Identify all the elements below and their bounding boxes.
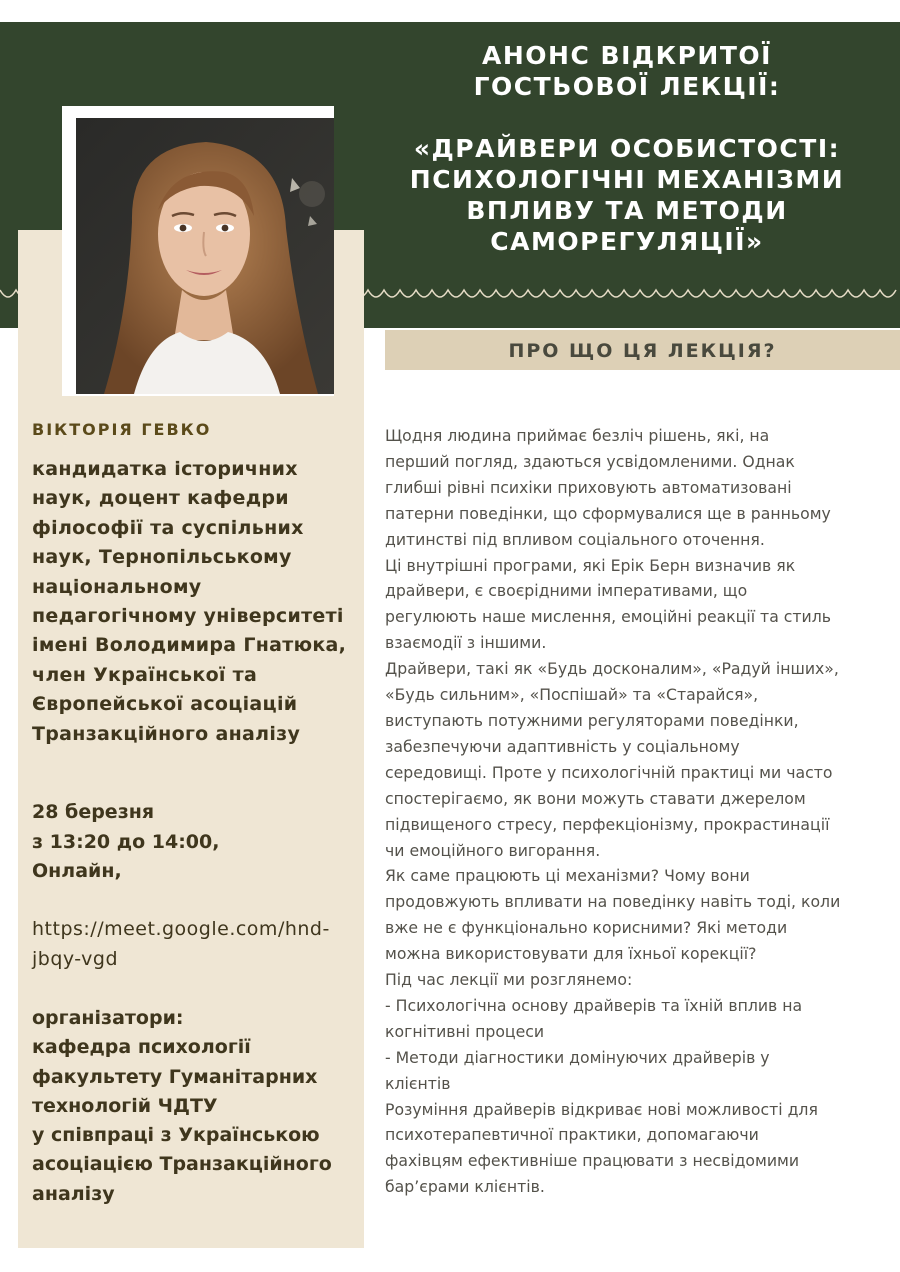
description-line: бар’єрами клієнтів. xyxy=(385,1177,545,1197)
organizer-line: у співпраці з Українською xyxy=(32,1124,320,1147)
organizers-label: організатори: xyxy=(32,1007,184,1029)
meeting-link-line[interactable]: https://meet.google.com/hnd- xyxy=(32,918,330,940)
meeting-link[interactable] xyxy=(32,915,362,974)
description-line: - Психологічна основу драйверів та їхній вплив на xyxy=(385,995,803,1015)
lecture-header xyxy=(372,40,882,257)
description-line: драйвери, є своєрідними імперативами, що xyxy=(385,581,748,601)
description-line: регулюють наше мислення, емоційні реакції та стиль xyxy=(385,607,832,627)
lecture-title-line: ПСИХОЛОГІЧНІ МЕХАНІЗМИ xyxy=(409,165,845,194)
speaker-photo xyxy=(76,118,334,394)
description-line: Розуміння драйверів відкриває нові можливості для xyxy=(385,1099,818,1119)
announcement-line: ГОСТЬОВОЇ ЛЕКЦІЇ: xyxy=(473,72,781,101)
bio-line: наук, доцент кафедри xyxy=(32,487,289,510)
bio-line: Транзакційного аналізу xyxy=(32,722,301,745)
description-line: патерни поведінки, що сформувалися ще в ранньому xyxy=(385,503,831,523)
organizer-line: кафедра психології xyxy=(32,1036,251,1059)
meeting-link-line[interactable]: jbqy-vgd xyxy=(32,947,119,970)
description-line: психотерапевтичної практики, допомагаючи xyxy=(385,1125,759,1145)
description-line: продовжують впливати на поведінку навіть тоді, коли xyxy=(385,892,841,912)
bio-line: національному xyxy=(32,575,202,598)
event-date: 28 березня xyxy=(32,801,155,823)
description-line: чи емоційного вигорання. xyxy=(385,840,601,860)
event-time: з 13:20 до 14:00, xyxy=(32,830,220,853)
bio-line: імені Володимира Гнатюка, xyxy=(32,634,347,657)
description-line: фахівцям ефективніше працювати з несвідомими xyxy=(385,1151,800,1171)
bio-line: кандидатка історичних xyxy=(32,458,298,480)
event-info xyxy=(32,798,362,887)
description-line: дитинстві під впливом соціального оточення. xyxy=(385,529,765,549)
description-line: клієнтів xyxy=(385,1073,451,1093)
description-line: Ці внутрішні програми, які Ерік Берн визначив як xyxy=(385,555,796,575)
description-line: підвищеного стресу, перфекціонізму, прокрастинації xyxy=(385,814,830,834)
description-line: виступають потужними регуляторами поведінки, xyxy=(385,710,799,730)
event-format: Онлайн, xyxy=(32,860,122,882)
organizer-line: асоціацією Транзакційного xyxy=(32,1153,332,1176)
description-line: Щодня людина приймає безліч рішень, які, на xyxy=(385,426,770,445)
description-line: «Будь сильним», «Поспішай» та «Старайся», xyxy=(385,685,759,705)
lecture-title-line: «ДРАЙВЕРИ ОСОБИСТОСТІ: xyxy=(413,134,841,163)
bio-line: педагогічному університеті xyxy=(32,605,344,628)
announcement-line: АНОНС ВІДКРИТОЇ xyxy=(482,41,772,70)
bio-line: філософії та суспільних xyxy=(32,516,304,539)
description-line: Драйвери, такі як «Будь досконалим», «Радуй інших», xyxy=(385,659,839,679)
organizers-block xyxy=(32,1004,362,1209)
description-line: спостерігаємо, як вони можуть ставати джерелом xyxy=(385,788,806,808)
bio-line: наук, Тернопільському xyxy=(32,546,292,569)
organizer-line: аналізу xyxy=(32,1182,115,1205)
lecture-title-line: ВПЛИВУ ТА МЕТОДИ xyxy=(466,196,788,225)
description-line: - Методи діагностики домінуючих драйверів у xyxy=(385,1047,770,1067)
organizer-line: технологій ЧДТУ xyxy=(32,1094,218,1117)
description-line: забезпечуючи адаптивність у соціальному xyxy=(385,736,740,756)
speaker-name: ВІКТОРІЯ ГЕВКО xyxy=(32,420,212,439)
about-heading: ПРО ЩО ЦЯ ЛЕКЦІЯ? xyxy=(508,340,777,362)
description-line: Під час лекції ми розглянемо: xyxy=(385,970,633,990)
description-line: перший погляд, здаються усвідомленими. Однак xyxy=(385,451,795,471)
bio-line: член Української та xyxy=(32,663,258,686)
description-line: глибші рівні психіки приховують автоматизовані xyxy=(385,477,792,497)
description-line: когнітивні процеси xyxy=(385,1021,545,1041)
description-line: Як саме працюють ці механізми? Чому вони xyxy=(385,866,750,886)
speaker-bio xyxy=(32,455,362,749)
lecture-description xyxy=(385,423,895,1200)
description-line: взаємодії з іншими. xyxy=(385,633,547,653)
description-line: вже не є функціонально корисними? Які методи xyxy=(385,918,788,938)
description-line: можна використовувати для їхньої корекції? xyxy=(385,944,757,964)
bio-line: Європейської асоціацій xyxy=(32,693,298,716)
organizer-line: факультету Гуманітарних xyxy=(32,1065,318,1088)
description-line: середовищі. Проте у психологічній практиці ми часто xyxy=(385,762,833,782)
lecture-title-line: САМОРЕГУЛЯЦІЇ» xyxy=(490,227,764,256)
